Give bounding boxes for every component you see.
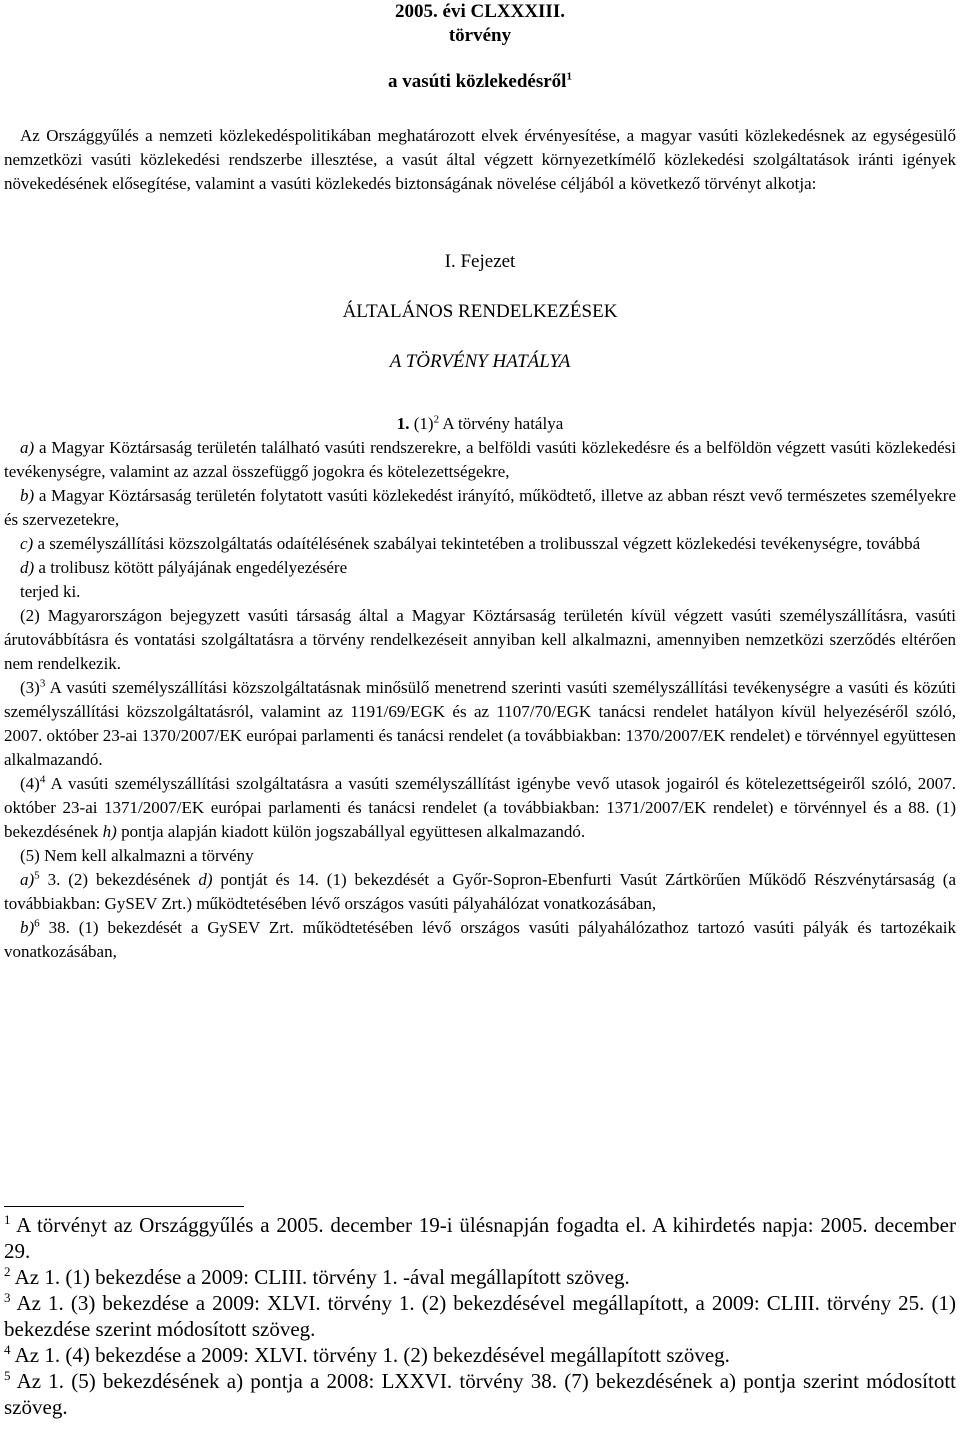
footnote-number: 3 [4,1290,11,1305]
footnote-ref[interactable]: 5 [34,869,40,882]
act-name-text: a vasúti közlekedésről [388,71,567,92]
item-5a [4,868,956,916]
footnote [4,1342,956,1368]
item-letter: a) [20,870,35,889]
section-1-lead [4,412,956,436]
footnote [4,1264,956,1290]
paragraph-5: (5) Nem kell alkalmazni a törvény [20,846,254,865]
item-c [4,532,956,556]
paragraph-text: A vasúti személyszállítási közszolgáltatásnak minősülő menetrend szerinti vasúti személyszállítási tevékenységre a vasúti és közúti személyszállítási közszolgáltatásról, valamint az 1191/69/EGK és az 1107/70/EGK tanácsi rendelet hatályon kívül helyezéséről szóló, 2007. október 23-ai 1370/2007/EK európai parlamenti és tanácsi rendelet (a továbbiakban: 1370/2007/EK rendelet) e törvénnyel együttesen alkalmazandó. [4,678,956,769]
footnote-number: 5 [4,1368,11,1383]
paragraph-number: (1) [413,414,434,433]
act-number: 2005. évi CLXXXIII. [395,1,565,22]
footnote-ref[interactable]: 2 [433,413,440,426]
lead-text: A törvény hatálya [442,414,564,433]
chapter-number: I. Fejezet [444,251,516,272]
footnote [4,1212,956,1264]
footnote-number: 2 [4,1264,11,1279]
footnote-text: Az 1. (1) bekezdése a 2009: CLIII. törvény 1. -ával megállapított szöveg. [14,1265,630,1289]
document-page [4,0,956,964]
footnote-ref[interactable]: 3 [39,677,46,690]
footnote-ref[interactable]: 6 [34,917,40,930]
act-name [4,70,956,94]
footnote-text: Az 1. (3) bekezdése a 2009: XLVI. törvény 1. (2) bekezdésével megállapított, a 2009: CLIII. törvény 25. (1) bekezdése szerint módosított szöveg. [4,1291,957,1341]
footnote-ref[interactable]: 1 [566,70,572,83]
item-letter: b) [20,918,35,937]
item-text: pontját és 14. (1) bekezdését a Győr-Sopron-Ebenfurti Vasút Zártkörűen Működő Részvénytársaság (a továbbiakban: GySEV Zrt.) működtetésében lévő országos vasúti pályahálózat vonatkozásában, [4,870,957,913]
point-letter: h) [102,822,117,841]
footnote [4,1368,956,1420]
item-text: a Magyar Köztársaság területén található vasúti rendszerekre, a belföldi vasúti közlekedésre és a belföldön végzett vasúti közlekedési tevékenységre, valamint az azzal összefüggő jogokra és kötelezettségekre, [4,438,957,481]
paragraph-text: pontja alapján kiadott külön jogszabállyal együttesen alkalmazandó. [121,822,586,841]
point-letter: d) [198,870,213,889]
item-letter: b) [20,486,35,505]
footnotes [4,1212,956,1420]
item-a [4,436,956,484]
item-text: a Magyar Köztársaság területén folytatott vasúti közlekedést irányító, működtető, illetve az abban részt vevő természetes személyekre és szervezetekre, [4,486,957,529]
preamble: Az Országgyűlés a nemzeti közlekedéspolitikában meghatározott elvek érvényesítése, a magyar vasúti közlekedésnek az egységesülő nemzetközi vasúti közlekedési rendszerbe illesztése, a vasút által végzett környezetkímélő közlekedési szolgáltatások iránti igények növekedésének elősegítése, valamint a vasúti közlekedés biztonságának növelése céljából a következő törvényt alkotja: [4,126,956,193]
footnote-divider [4,1206,244,1207]
item-letter: d) [20,558,35,577]
item-text: a trolibusz kötött pályájának engedélyezésére [38,558,348,577]
item-5b [4,916,956,964]
paragraph-4 [4,772,956,844]
footnote-text: Az 1. (5) bekezdésének a) pontja a 2008: LXXVI. törvény 38. (7) bekezdésének a) pontja szerint módosított szöveg. [4,1369,957,1419]
item-text: 3. (2) bekezdésének [47,870,191,889]
footnote-text: Az 1. (4) bekezdése a 2009: XLVI. törvény 1. (2) bekezdésével megállapított szöveg. [14,1343,730,1367]
item-b [4,484,956,532]
item-text: 38. (1) bekezdését a GySEV Zrt. működtetésében lévő országos vasúti pályahálózathoz tartozó vasúti pályák és tartozékaik vonatkozásában, [4,918,956,961]
item-letter: a) [20,438,35,457]
act-type: törvény [448,25,512,46]
paragraph-number: (3) [20,678,40,697]
footnote [4,1290,956,1342]
section-title: A TÖRVÉNY HATÁLYA [389,351,571,372]
paragraph-number: (4) [20,774,40,793]
paragraph-text: A vasúti személyszállítási szolgáltatásra a vasúti személyszállítást igénybe vevő utasok jogairól és kötelezettségeiről szóló, 2007. október 23-ai 1371/2007/EK európai parlamenti és tanácsi rendelet (a továbbiakban: 1371/2007/EK rendelet) e törvénnyel és a 88. (1) bekezdésének [4,774,956,841]
closing-text: terjed ki. [20,582,81,601]
item-d [4,556,956,580]
footnote-text: A törvényt az Országgyűlés a 2005. december 19-i ülésnapján fogadta el. A kihirdetés napja: 2005. december 29. [4,1213,956,1263]
paragraph-3 [4,676,956,772]
footnote-number: 4 [4,1342,11,1357]
footnote-number: 1 [4,1212,11,1227]
item-letter: c) [20,534,34,553]
footnote-ref[interactable]: 4 [39,773,46,786]
item-text: a személyszállítási közszolgáltatás odaítélésének szabályai tekintetében a trolibusszal végzett közlekedési tevékenységre, továbbá [37,534,921,553]
section-number: 1. [396,414,410,433]
paragraph-2: (2) Magyarországon bejegyzett vasúti társaság által a Magyar Köztársaság területén kívül végzett vasúti személyszállításra, vasúti árutovábbításra és vontatási szolgáltatásra a törvény rendelkezéseit annyiban kell alkalmazni, amennyiben nemzetközi szerződés eltérően nem rendelkezik. [4,606,956,673]
chapter-title: ÁLTALÁNOS RENDELKEZÉSEK [342,301,618,322]
